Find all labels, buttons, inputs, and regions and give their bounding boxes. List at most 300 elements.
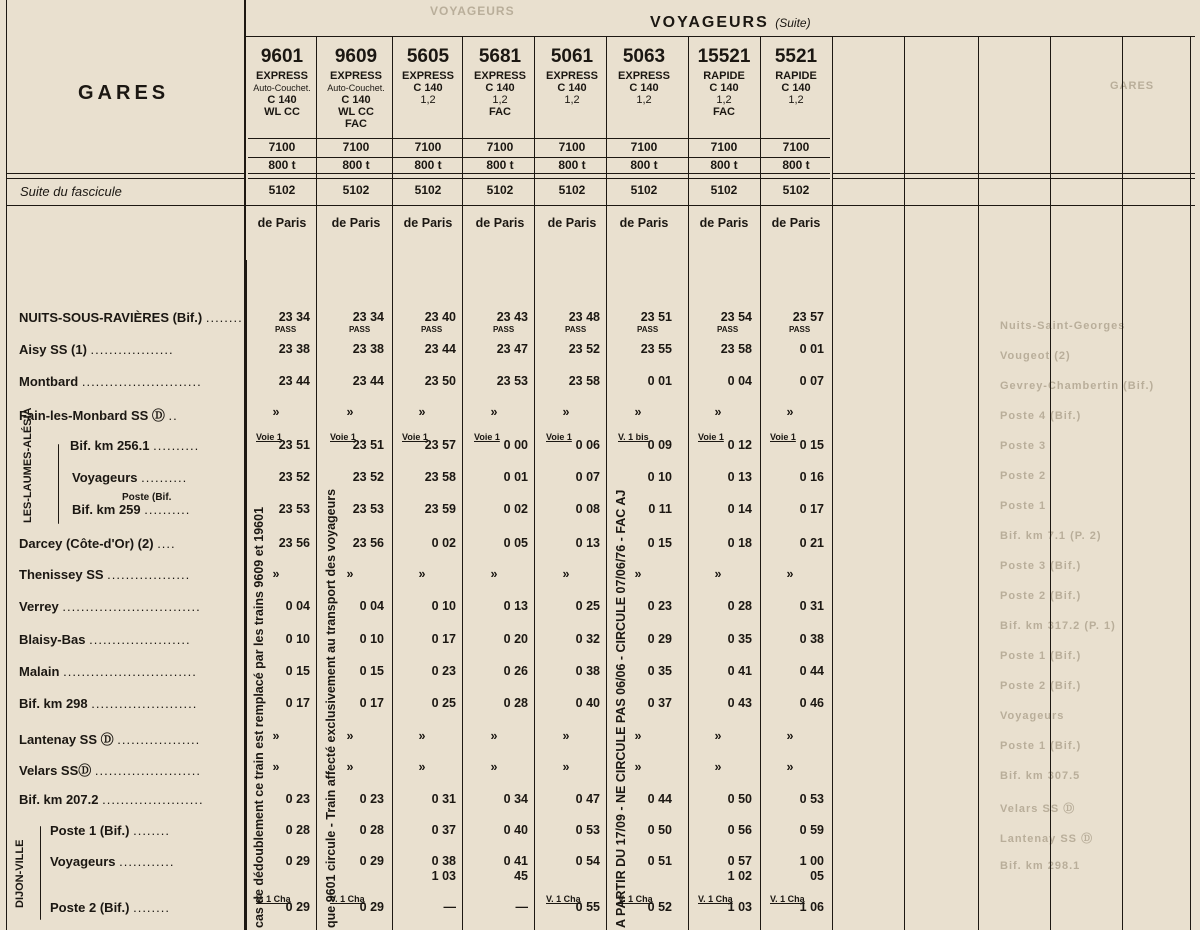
train-number: 5681 — [478, 46, 522, 67]
fascicule-number: 5102 — [782, 183, 810, 197]
train-c: C 140 — [485, 82, 515, 94]
train-c: C 140 — [413, 82, 443, 94]
ghost-station: Velars SS Ⓓ — [1000, 803, 1076, 815]
time-cell: » — [786, 405, 794, 419]
station-name — [72, 502, 190, 517]
ghost-station: Bif. km 307.5 — [1000, 770, 1081, 782]
ghost-station: Poste 1 (Bif.) — [1000, 740, 1082, 752]
time-cell: » — [634, 567, 642, 581]
time-cell: » — [562, 760, 570, 774]
ghost-station: GARES — [1110, 80, 1155, 92]
station-name — [19, 696, 197, 711]
page-title: VOYAGEURS (Suite) — [650, 14, 811, 31]
time-cell: 0 25 — [431, 696, 456, 710]
time-cell: » — [346, 567, 354, 581]
note-a-partir-du: A PARTIR DU 17/09 - NE CIRCULE PAS 06/06 - CIRCULE 07/06/76 - FAC AJ — [614, 489, 628, 928]
time-cell: 0 29 — [285, 854, 310, 868]
track-label: Voie 1 — [330, 432, 356, 442]
time-cell: 0 04 — [359, 599, 384, 613]
fascicule-number: 5102 — [486, 183, 514, 197]
time-cell: 0 10 — [285, 632, 310, 646]
time-cell: 0 54 — [575, 854, 600, 868]
time-cell: 0 10 — [359, 632, 384, 646]
leader-dots: ............ — [119, 854, 175, 869]
leader-dots: ........ — [133, 900, 170, 915]
time-cell-second: 1 03 — [431, 869, 456, 883]
station-name — [19, 760, 201, 779]
ghost-station: Nuits-Saint-Georges — [1000, 320, 1126, 332]
leader-dots: ........ — [133, 823, 170, 838]
station-label: Verrey — [19, 599, 59, 614]
time-cell: 0 31 — [431, 792, 456, 806]
time-cell: 0 53 — [799, 792, 824, 806]
row-rule — [248, 178, 830, 179]
time-cell: 0 43 — [727, 696, 752, 710]
group-les-laumes-alesia: LES-LAUMES-ALÉSIA — [22, 407, 34, 523]
row-rule — [248, 173, 830, 174]
train-description — [394, 70, 462, 106]
station-label: Aisy SS (1) — [19, 342, 87, 357]
row-rule — [246, 36, 1195, 37]
track-label: Voie 1 — [698, 432, 724, 442]
time-cell: 0 52 — [647, 900, 672, 914]
time-cell: 23 56 — [278, 536, 310, 550]
time-cell: 23 38 — [352, 342, 384, 356]
station-label: Lantenay SS Ⓓ — [19, 732, 114, 747]
time-cell: 0 01 — [503, 470, 528, 484]
station-name — [19, 342, 174, 357]
train-description — [538, 70, 606, 106]
station-name — [50, 854, 174, 869]
train-description — [610, 70, 678, 106]
train-type: EXPRESS — [402, 70, 454, 82]
time-cell: 0 08 — [575, 502, 600, 516]
time-cell: » — [634, 760, 642, 774]
time-cell: 0 17 — [285, 696, 310, 710]
time-cell: » — [490, 567, 498, 581]
time-cell: » — [490, 729, 498, 743]
time-cell: » — [346, 760, 354, 774]
time-cell: 0 21 — [799, 536, 824, 550]
column-rule — [1190, 36, 1191, 930]
pass-marker: PASS — [275, 325, 297, 334]
line-code: 7100 — [558, 140, 586, 154]
column-rule — [832, 36, 833, 930]
train-cls: 1,2 — [636, 94, 652, 106]
time-cell: » — [786, 760, 794, 774]
row-rule — [6, 205, 244, 206]
station-label: Bif. km 207.2 — [19, 792, 99, 807]
time-cell: » — [418, 405, 426, 419]
fascicule-number: 5102 — [268, 183, 296, 197]
station-name — [19, 632, 191, 647]
time-cell: » — [786, 729, 794, 743]
station-label: Velars SSⒹ — [19, 763, 92, 778]
time-cell: 0 35 — [647, 664, 672, 678]
time-cell: 23 34 — [278, 310, 310, 324]
time-cell: 0 15 — [799, 438, 824, 452]
line-code: 7100 — [414, 140, 442, 154]
time-cell: 0 13 — [727, 470, 752, 484]
time-cell: » — [272, 405, 280, 419]
time-cell: 23 51 — [640, 310, 672, 324]
station-label: Poste 1 (Bif.) — [50, 823, 130, 838]
time-cell: 0 38 — [575, 664, 600, 678]
ghost-station: Bif. km 317.2 (P. 1) — [1000, 620, 1116, 632]
time-cell: 0 28 — [285, 823, 310, 837]
track-label: Voie 1 — [770, 432, 796, 442]
ghost-station: Poste 3 — [1000, 440, 1047, 452]
train-description — [466, 70, 534, 118]
station-label: Bif. km 259 — [72, 502, 141, 517]
time-cell: 0 37 — [431, 823, 456, 837]
time-cell: 1 06 — [799, 900, 824, 914]
track-label: Voie 1 — [402, 432, 428, 442]
time-cell: 0 02 — [431, 536, 456, 550]
ghost-station: Poste 2 — [1000, 470, 1047, 482]
leader-dots: ....................... — [94, 763, 201, 778]
fascicule-number: 5102 — [414, 183, 442, 197]
train-cls: 1,2 — [420, 94, 436, 106]
station-label: Thenissey SS — [19, 567, 104, 582]
track-label-cha: V. 1 Cha — [330, 894, 365, 904]
time-cell: 0 15 — [285, 664, 310, 678]
time-cell: 0 41 — [727, 664, 752, 678]
ghost-station: Poste 1 — [1000, 500, 1047, 512]
train-type: RAPIDE — [703, 70, 745, 82]
train-number: 9609 — [334, 46, 378, 67]
time-cell: 0 44 — [647, 792, 672, 806]
time-cell: 0 28 — [503, 696, 528, 710]
track-label: Voie 1 — [256, 432, 282, 442]
time-cell: » — [714, 760, 722, 774]
pass-marker: PASS — [565, 325, 587, 334]
time-cell-second: 1 02 — [727, 869, 752, 883]
time-cell-second: 05 — [810, 869, 824, 883]
track-label: V. 1 bis — [618, 432, 649, 442]
fascicule-number: 5102 — [710, 183, 738, 197]
train-type: EXPRESS — [256, 70, 308, 82]
time-cell: 0 02 — [503, 502, 528, 516]
train-c: C 140 — [557, 82, 587, 94]
time-cell: 0 34 — [503, 792, 528, 806]
station-label: Malain — [19, 664, 60, 679]
time-cell: 0 47 — [575, 792, 600, 806]
time-cell: » — [346, 405, 354, 419]
time-cell: 23 47 — [496, 342, 528, 356]
line-code: 7100 — [486, 140, 514, 154]
time-cell: 0 20 — [503, 632, 528, 646]
train-cls: 1,2 — [788, 94, 804, 106]
time-cell: » — [272, 729, 280, 743]
poste-bif-label: Poste (Bif. — [122, 492, 172, 503]
station-name — [19, 599, 201, 614]
time-cell: 0 23 — [359, 792, 384, 806]
origin-label: de Paris — [403, 216, 453, 230]
column-rule — [1122, 36, 1123, 930]
time-cell: » — [786, 567, 794, 581]
suite-du-fascicule-label: Suite du fascicule — [20, 184, 122, 199]
track-label-cha: V. 1 Cha — [256, 894, 291, 904]
time-cell: 0 23 — [285, 792, 310, 806]
time-cell: 0 40 — [575, 696, 600, 710]
time-cell: » — [562, 405, 570, 419]
train-sub: Auto-Couchet. — [253, 83, 311, 93]
row-rule — [246, 205, 1195, 206]
load-tonnage: 800 t — [414, 158, 442, 172]
time-cell: 23 56 — [352, 536, 384, 550]
train-type: EXPRESS — [330, 70, 382, 82]
time-cell: 0 32 — [575, 632, 600, 646]
time-cell: 0 01 — [647, 374, 672, 388]
train-number: 9601 — [260, 46, 304, 67]
train-c: C 140 — [341, 94, 371, 106]
time-cell: 23 43 — [496, 310, 528, 324]
load-tonnage: 800 t — [268, 158, 296, 172]
time-cell: 23 52 — [352, 470, 384, 484]
time-cell: 0 13 — [575, 536, 600, 550]
ghost-station: Voyageurs — [1000, 710, 1065, 722]
train-c: C 140 — [267, 94, 297, 106]
time-cell: » — [714, 567, 722, 581]
time-cell: 0 40 — [503, 823, 528, 837]
time-cell: — — [515, 900, 528, 914]
leader-dots: .... — [157, 536, 176, 551]
train-c: C 140 — [781, 82, 811, 94]
train-description — [762, 70, 830, 106]
time-cell: 0 14 — [727, 502, 752, 516]
time-cell: 0 56 — [727, 823, 752, 837]
track-label: Voie 1 — [546, 432, 572, 442]
station-label: Bif. km 298 — [19, 696, 88, 711]
row-rule — [248, 138, 830, 139]
station-name — [19, 567, 190, 582]
time-cell: 1 03 — [727, 900, 752, 914]
ghost-station: Poste 4 (Bif.) — [1000, 410, 1082, 422]
time-cell: 23 54 — [720, 310, 752, 324]
time-cell: 0 29 — [359, 854, 384, 868]
line-code: 7100 — [710, 140, 738, 154]
time-cell: 0 04 — [727, 374, 752, 388]
time-cell: 23 51 — [352, 438, 384, 452]
train-description — [690, 70, 758, 118]
time-cell: 0 11 — [648, 502, 672, 516]
pass-marker: PASS — [717, 325, 739, 334]
time-cell: 0 06 — [575, 438, 600, 452]
group-dijon-ville: DIJON-VILLE — [14, 839, 26, 908]
ghost-station: Poste 2 (Bif.) — [1000, 680, 1082, 692]
train-cls2: FAC — [713, 106, 735, 118]
time-cell: 0 50 — [727, 792, 752, 806]
time-cell: 0 26 — [503, 664, 528, 678]
leader-dots: .......... — [153, 438, 200, 453]
ghost-header: VOYAGEURS — [430, 4, 515, 18]
time-cell: 0 13 — [503, 599, 528, 613]
time-cell: 0 59 — [799, 823, 824, 837]
train-cls: 1,2 — [564, 94, 580, 106]
station-label: Bif. km 256.1 — [70, 438, 150, 453]
brace-dijon — [40, 826, 41, 920]
train-c: C 140 — [629, 82, 659, 94]
time-cell: 23 53 — [278, 502, 310, 516]
time-cell: 0 07 — [799, 374, 824, 388]
pass-marker: PASS — [789, 325, 811, 334]
time-cell: 23 44 — [352, 374, 384, 388]
load-tonnage: 800 t — [782, 158, 810, 172]
time-cell: 0 57 — [727, 854, 752, 868]
time-cell: 0 04 — [285, 599, 310, 613]
time-cell: 0 53 — [575, 823, 600, 837]
time-cell: 23 52 — [278, 470, 310, 484]
time-cell: » — [562, 729, 570, 743]
time-cell: 0 29 — [359, 900, 384, 914]
leader-dots: .................. — [107, 567, 191, 582]
train-number: 5521 — [774, 46, 818, 67]
origin-label: de Paris — [699, 216, 749, 230]
leader-dots: ........ — [205, 310, 243, 325]
track-label-cha: V. 1 Cha — [698, 894, 733, 904]
pass-marker: PASS — [493, 325, 515, 334]
ghost-station: Poste 1 (Bif.) — [1000, 650, 1082, 662]
time-cell: — — [443, 900, 456, 914]
ghost-station: Bif. km 298.1 — [1000, 860, 1081, 872]
time-cell: 0 10 — [431, 599, 456, 613]
train-description — [322, 70, 390, 130]
time-cell: 0 15 — [647, 536, 672, 550]
time-cell: 0 29 — [647, 632, 672, 646]
row-rule — [832, 178, 1195, 179]
train-description — [248, 70, 316, 118]
time-cell: 0 44 — [799, 664, 824, 678]
time-cell: 0 46 — [799, 696, 824, 710]
time-cell: » — [634, 405, 642, 419]
station-name — [70, 438, 199, 453]
time-cell: » — [346, 729, 354, 743]
time-cell: 23 55 — [640, 342, 672, 356]
train-type: EXPRESS — [546, 70, 598, 82]
time-cell: 0 17 — [431, 632, 456, 646]
time-cell: 0 31 — [799, 599, 824, 613]
time-cell: 23 40 — [424, 310, 456, 324]
leader-dots: ...................... — [89, 632, 191, 647]
time-cell: 23 44 — [424, 342, 456, 356]
train-cls: WL CC — [338, 106, 374, 118]
leader-dots: .. — [168, 408, 178, 423]
ghost-station: Poste 3 (Bif.) — [1000, 560, 1082, 572]
time-cell: 0 23 — [647, 599, 672, 613]
time-cell: » — [272, 760, 280, 774]
line-code: 7100 — [268, 140, 296, 154]
station-label: NUITS-SOUS-RAVIÈRES (Bif.) — [19, 310, 203, 325]
time-cell: » — [490, 760, 498, 774]
time-cell: 0 23 — [431, 664, 456, 678]
ghost-station: Poste 2 (Bif.) — [1000, 590, 1082, 602]
time-cell: 0 17 — [359, 696, 384, 710]
time-cell: » — [418, 729, 426, 743]
time-cell-second: 45 — [514, 869, 528, 883]
station-label: Montbard — [19, 374, 79, 389]
station-name — [19, 729, 200, 748]
time-cell: 23 53 — [496, 374, 528, 388]
station-name — [50, 900, 170, 915]
time-cell: 0 12 — [727, 438, 752, 452]
track-label-cha: V. 1 Cha — [546, 894, 581, 904]
time-cell: 0 37 — [647, 696, 672, 710]
ghost-station: Lantenay SS Ⓓ — [1000, 833, 1094, 845]
time-cell: 0 09 — [647, 438, 672, 452]
time-cell: 0 05 — [503, 536, 528, 550]
station-name — [72, 470, 187, 485]
origin-label: de Paris — [331, 216, 381, 230]
train-cls2: FAC — [345, 118, 367, 130]
time-cell: » — [272, 567, 280, 581]
leader-dots: .................. — [117, 732, 201, 747]
track-label: Voie 1 — [474, 432, 500, 442]
station-name — [19, 536, 176, 551]
track-label-cha: V. 1 Cha — [618, 894, 653, 904]
time-cell: 23 34 — [352, 310, 384, 324]
ghost-station: Gevrey-Chambertin (Bif.) — [1000, 380, 1155, 392]
note-9601-circule: que 9601 circule - Train affecté exclusivement au transport des voyageurs — [324, 488, 338, 928]
time-cell: 23 57 — [424, 438, 456, 452]
time-cell: 1 00 — [799, 854, 824, 868]
time-cell: 0 38 — [431, 854, 456, 868]
pass-marker: PASS — [349, 325, 371, 334]
note-dedoublement: cas de dédoublement ce train est remplacé par les trains 9609 et 19601 — [252, 506, 266, 928]
time-cell: 0 28 — [727, 599, 752, 613]
train-c: C 140 — [709, 82, 739, 94]
station-name — [50, 823, 170, 838]
time-cell: 23 57 — [792, 310, 824, 324]
load-tonnage: 800 t — [630, 158, 658, 172]
time-cell: 0 10 — [647, 470, 672, 484]
leader-dots: .......... — [141, 470, 188, 485]
time-cell: » — [714, 405, 722, 419]
time-cell: 0 17 — [799, 502, 824, 516]
train-cls: WL CC — [264, 106, 300, 118]
leader-dots: .............................. — [62, 599, 201, 614]
leader-dots: ............................. — [63, 664, 197, 679]
train-type: EXPRESS — [474, 70, 526, 82]
station-name — [19, 792, 204, 807]
time-cell: 0 01 — [799, 342, 824, 356]
time-cell: 0 18 — [727, 536, 752, 550]
origin-label: de Paris — [771, 216, 821, 230]
line-code: 7100 — [782, 140, 810, 154]
fascicule-number: 5102 — [558, 183, 586, 197]
time-cell: 23 52 — [568, 342, 600, 356]
time-cell: 0 28 — [359, 823, 384, 837]
time-cell: 23 59 — [424, 502, 456, 516]
station-label: Voyageurs — [72, 470, 138, 485]
station-label: Darcey (Côte-d'Or) (2) — [19, 536, 154, 551]
origin-label: de Paris — [257, 216, 307, 230]
time-cell: » — [634, 729, 642, 743]
station-name — [19, 664, 197, 679]
leader-dots: .................. — [90, 342, 174, 357]
time-cell: » — [418, 567, 426, 581]
station-label: Fain-les-Monbard SS Ⓓ — [19, 408, 165, 423]
time-cell: 0 35 — [727, 632, 752, 646]
leader-dots: .......................... — [81, 374, 202, 389]
time-cell: 23 58 — [424, 470, 456, 484]
time-cell: » — [418, 760, 426, 774]
station-label: Poste 2 (Bif.) — [50, 900, 130, 915]
brace-les-laumes — [58, 444, 59, 524]
time-cell: 23 53 — [352, 502, 384, 516]
gares-heading: GARES — [78, 82, 170, 104]
row-rule — [832, 173, 1195, 174]
